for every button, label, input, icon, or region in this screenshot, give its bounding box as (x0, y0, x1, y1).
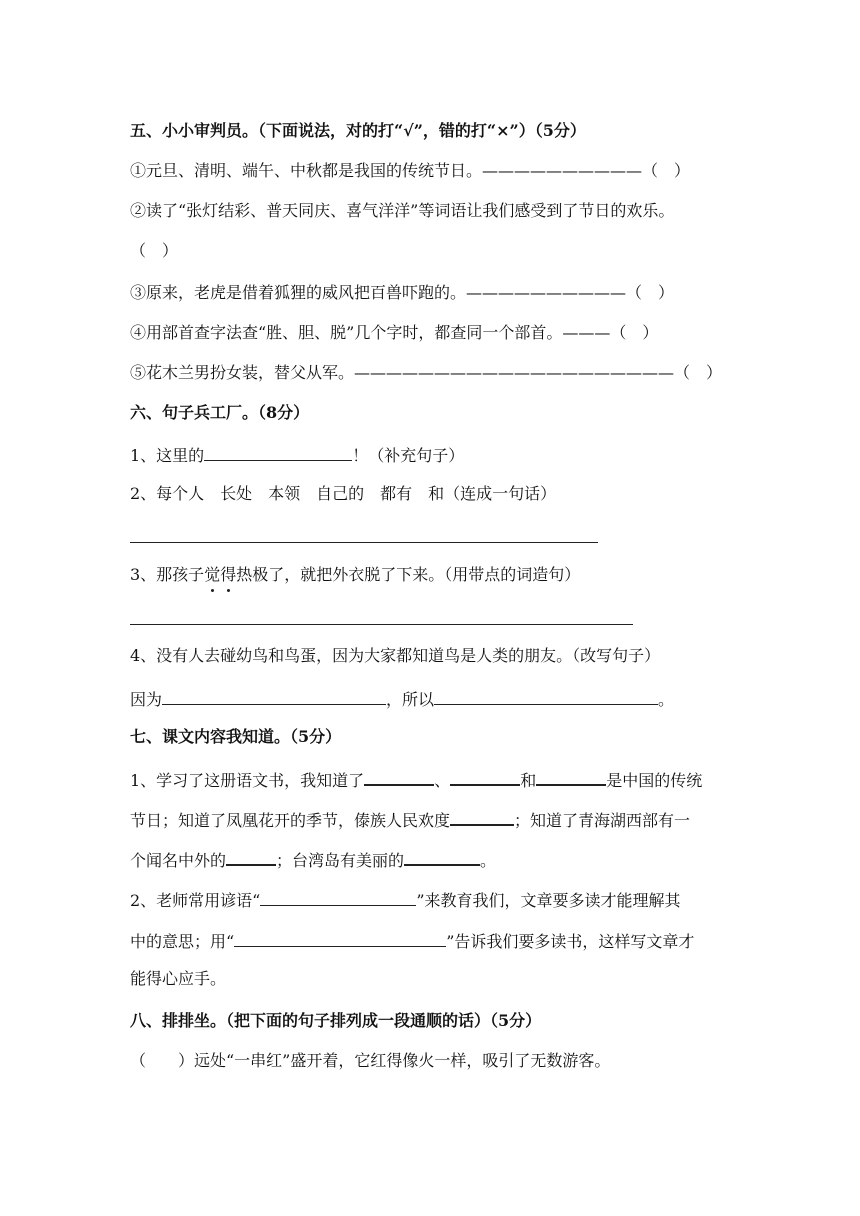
s7-l5-text-a: 中的意思；用“ (130, 932, 235, 951)
section-8-title: 八、排排坐。（把下面的句子排列成一段通顺的话）（5分） (130, 1011, 542, 1030)
s5-question-2-answer-paren[interactable]: （ ） (130, 241, 179, 260)
s6-q4-so: ，所以 (386, 690, 435, 709)
s6-q3-prefix: 3、那孩子 (130, 565, 205, 584)
s7-l1-text-c: 和 (520, 771, 537, 790)
s6-question-2: 2、每个人 长处 本领 自己的 都有 和（连成一句话） (130, 484, 557, 503)
s6-question-4: 4、没有人去碰幼鸟和鸟蛋，因为大家都知道鸟是人类的朋友。（改写句子） (130, 646, 661, 665)
s6-q4-blank-2[interactable] (434, 686, 658, 705)
s7-blank-festival-1[interactable] (364, 766, 434, 786)
s7-line-1 (130, 766, 702, 792)
s6-q1-suffix: ！（补充句子） (352, 446, 465, 465)
s7-l1-text-a: 1、学习了这册语文书，我知道了 (130, 771, 365, 790)
s7-line-6: 能得心应手。 (130, 969, 227, 988)
s6-question-3 (130, 564, 580, 586)
s7-l3-text-a: 个闻名中外的 (130, 851, 227, 870)
s8-sentence-1: （ ）远处“一串红”盛开着，它红得像火一样，吸引了无数游客。 (130, 1051, 611, 1070)
s6-q3-suffix: 热极了，就把外衣脱了下来。（用带点的词造句） (236, 565, 581, 584)
s6-q4-because: 因为 (130, 690, 163, 709)
s5-question-3: ③原来，老虎是借着狐狸的威风把百兽吓跑的。——————————（ ） (130, 283, 675, 302)
s7-line-3 (130, 846, 496, 872)
section-5-title: 五、小小审判员。（下面说法，对的打“√”，错的打“×”）（5分） (130, 121, 586, 140)
s7-blank-festival-3[interactable] (536, 766, 606, 786)
s6-q1-blank[interactable] (204, 442, 352, 461)
s5-question-4: ④用部首查字法查“胜、胆、脱”几个字时，都查同一个部首。———（ ） (130, 323, 659, 342)
s7-blank-taiwan[interactable] (404, 846, 480, 866)
s7-l2-text-a: 节日；知道了凤凰花开的季节，傣族人民欢度 (130, 811, 451, 830)
s6-q2-answer-line[interactable] (130, 542, 598, 543)
s7-l3-text-b: ；台湾岛有美丽的 (276, 851, 405, 870)
s7-l3-text-c: 。 (480, 851, 497, 870)
s7-l4-text-a: 2、老师常用谚语“ (130, 891, 261, 910)
section-6-title: 六、句子兵工厂。（8分） (130, 403, 310, 422)
s7-line-2 (130, 806, 690, 832)
s7-blank-qinghai[interactable] (226, 846, 276, 866)
s6-q4-blank-1[interactable] (162, 686, 386, 705)
s7-l1-text-b: 、 (434, 771, 451, 790)
s7-blank-festival-2[interactable] (450, 766, 520, 786)
s7-blank-dai-festival[interactable] (450, 806, 514, 826)
s5-question-5: ⑤花木兰男扮女装，替父从军。————————————————————（ ） (130, 363, 723, 382)
s5-question-2: ②读了“张灯结彩、普天同庆、喜气洋洋”等词语让我们感受到了节日的欢乐。 (130, 201, 675, 220)
s6-q4-end: 。 (658, 690, 675, 709)
s5-question-1: ①元旦、清明、端午、中秋都是我国的传统节日。——————————（ ） (130, 161, 691, 180)
s6-q3-dotted-char-1: 觉 (204, 565, 221, 584)
section-7-title: 七、课文内容我知道。（5分） (130, 727, 342, 746)
s7-l5-text-b: ”告诉我们要多读书，这样写文章才 (446, 932, 695, 951)
s7-l1-text-d: 是中国的传统 (606, 771, 703, 790)
s6-q1-prefix: 1、这里的 (130, 446, 205, 465)
s7-blank-proverb-1[interactable] (260, 887, 416, 906)
s7-blank-proverb-2[interactable] (234, 928, 446, 947)
s7-line-4 (130, 887, 681, 912)
s6-q3-dotted-char-2: 得 (220, 565, 237, 584)
s6-q4-answer (130, 686, 674, 711)
s7-l4-text-b: ”来教育我们，文章要多读才能理解其 (416, 891, 681, 910)
s7-line-5 (130, 928, 694, 953)
s6-question-1 (130, 442, 464, 467)
s7-l2-text-b: ；知道了青海湖西部有一 (514, 811, 691, 830)
s6-q3-answer-line[interactable] (130, 624, 633, 625)
